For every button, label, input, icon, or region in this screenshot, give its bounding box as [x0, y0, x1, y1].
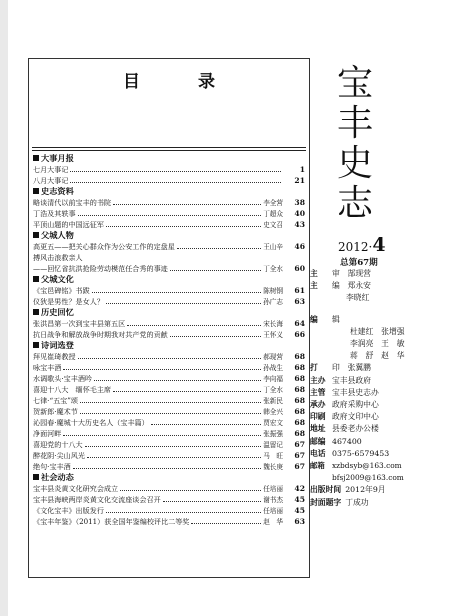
toc-entry-page: 43: [294, 220, 305, 229]
colophon-label: 编: [310, 314, 318, 324]
colophon-value: 李润亮 王 敏: [350, 339, 405, 349]
toc-entry-title: 《文化宝丰》出版发行: [33, 506, 104, 515]
toc-entry-title: 张洪昌第一次到宝丰县第五区: [33, 319, 126, 328]
toc-leader-dots: [191, 523, 261, 524]
toc-leader-dots: [163, 501, 262, 502]
toc-entry-author: 张新民: [263, 397, 283, 405]
colophon-line: [310, 484, 444, 496]
issue-no: 4: [372, 234, 386, 256]
issue-number: [338, 234, 386, 256]
toc-entry: [33, 285, 305, 296]
colophon-value: 辑: [332, 314, 340, 324]
toc-entry-page: 40: [294, 209, 305, 218]
colophon-label: 主办: [310, 375, 326, 385]
scan-edge: [0, 0, 8, 616]
toc-entry-title: 咏宝丰酒: [33, 363, 62, 372]
colophon-value: 杜建红 张增强: [350, 326, 405, 336]
toc-entry: [33, 329, 305, 340]
colophon-value: 丁成功: [345, 497, 369, 507]
colophon-label: 出版时间: [310, 485, 342, 495]
toc-entry-author: 魏长庚: [263, 463, 283, 471]
colophon: [310, 268, 444, 509]
square-bullet-icon: [33, 309, 39, 315]
toc-entry-author: 温留记: [263, 441, 283, 449]
toc-leader-dots: [106, 512, 261, 513]
colophon-value: 李晓红: [346, 293, 370, 303]
toc-entry-author: 王怀义: [263, 331, 283, 339]
colophon-line: [310, 362, 444, 374]
toc-divider-thin: [32, 150, 306, 151]
colophon-label: 电话: [310, 448, 326, 458]
toc-entry-page: 60: [294, 264, 305, 273]
toc-entry-title: 《宝丰年鉴》（2011）获全国年鉴编校评比二等奖: [33, 517, 190, 526]
toc-leader-dots: [106, 226, 261, 227]
colophon-value: 467400: [332, 436, 362, 446]
toc-entry-author: 贾宏文: [263, 419, 283, 427]
toc-leader-dots: [78, 215, 262, 216]
colophon-line: [310, 314, 444, 326]
toc-entry-title: 丁浩及其轶事: [33, 209, 76, 218]
toc-entry-author: 丁超众: [263, 210, 283, 218]
magazine-title-char: 史: [336, 143, 373, 184]
toc-entry: [33, 241, 305, 252]
toc-entry-page: 68: [294, 396, 305, 405]
colophon-line: [310, 436, 444, 448]
colophon-label: 打: [310, 363, 318, 373]
toc-entry-author: 王山辛: [263, 243, 283, 251]
magazine-title: [327, 64, 383, 224]
colophon-line: [310, 375, 444, 387]
toc-entry-author: 丁全水: [263, 265, 283, 273]
toc-leader-dots: [87, 457, 261, 458]
toc-section-title: 历史回忆: [41, 307, 74, 317]
toc-entry-title: 宝丰县海峡两岸炎黄文化交流座谈会召开: [33, 495, 161, 504]
toc-entry-title: 喜迎十八大 缅怀毛主席: [33, 385, 112, 394]
toc-entry-page: 66: [294, 330, 305, 339]
colophon-line: [310, 326, 444, 338]
toc-entry-author: 孙广志: [263, 298, 283, 306]
toc-entry-title: 高更五——把关心群众作为公安工作的定盘星: [33, 242, 175, 251]
toc-entry: [33, 208, 305, 219]
toc-entry-title: 醉花阴·尖山风光: [33, 451, 85, 460]
toc-leader-dots: [85, 446, 262, 447]
toc-entry: [33, 417, 305, 428]
colophon-line: [310, 338, 444, 350]
toc-section-heading: [33, 274, 305, 285]
toc-leader-dots: [127, 325, 261, 326]
colophon-label: 印刷: [310, 412, 326, 422]
toc-entry-title: 抗日战争和解放战争时期我对共产党的贡献: [33, 330, 168, 339]
toc-section-title: 父城人物: [41, 230, 74, 240]
square-bullet-icon: [33, 188, 39, 194]
toc-leader-dots: [70, 182, 281, 183]
colophon-value: 宝丰县史志办: [332, 387, 379, 397]
toc-leader-dots: [120, 490, 261, 491]
colophon-line: [310, 292, 444, 304]
toc-entry: [33, 263, 305, 274]
toc-entry-page: 68: [294, 363, 305, 372]
toc-entry-title: 水调歌头·宝丰酒吟: [33, 374, 93, 383]
magazine-title-char: 宝: [336, 63, 373, 104]
toc-entry-title: 仪狄是男性？是女人？: [33, 297, 104, 306]
total-issue: 总第67期: [340, 258, 378, 268]
colophon-label: 承办: [310, 400, 326, 410]
toc-list: [33, 153, 305, 527]
colophon-label: 邮编: [310, 436, 326, 446]
issue-separator: ·: [368, 240, 373, 254]
toc-entry: [33, 450, 305, 461]
colophon-value: 印 张翼鹏: [332, 363, 371, 373]
toc-entry-title: 平顶山题的中国远征军: [33, 220, 104, 229]
toc-entry-author: 李全营: [263, 199, 283, 207]
toc-leader-dots: [113, 391, 261, 392]
toc-entry-page: 68: [294, 429, 305, 438]
toc-entry-title: 拜见崔琦教授: [33, 352, 76, 361]
toc-entry-page: 68: [294, 418, 305, 427]
toc-entry-page: 42: [294, 484, 305, 493]
toc-section-title: 大事月报: [41, 153, 74, 163]
toc-entry: [33, 373, 305, 384]
toc-section-heading: [33, 472, 305, 483]
colophon-label: 主: [310, 281, 318, 291]
toc-section-heading: [33, 340, 305, 351]
toc-leader-dots: [151, 424, 261, 425]
colophon-line: [310, 472, 444, 484]
toc-leader-dots: [63, 369, 261, 370]
toc-entry: [33, 219, 305, 230]
toc-leader-dots: [177, 248, 261, 249]
colophon-line: [310, 387, 444, 399]
toc-divider: [32, 147, 306, 148]
toc-entry-author: 丁全水: [263, 386, 283, 394]
colophon-line: [310, 497, 444, 509]
toc-entry: [33, 318, 305, 329]
square-bullet-icon: [33, 232, 39, 238]
toc-section-heading: [33, 307, 305, 318]
toc-entry-page: 46: [294, 242, 305, 251]
toc-entry: [33, 164, 305, 175]
toc-entry-author: 任培丽: [263, 485, 283, 493]
toc-entry-title: 略谈清代以前宝丰的书院: [33, 198, 112, 207]
toc-entry-page: 63: [294, 297, 305, 306]
toc-entry-title: ——回忆省抗洪抢险劳动模范任合秀的事迹: [33, 264, 168, 273]
toc-entry-page: 67: [294, 462, 305, 471]
toc-entry-title: 绝句·宝丰酒: [33, 462, 71, 471]
colophon-line: [310, 448, 444, 460]
toc-section-heading: [33, 186, 305, 197]
toc-entry-author: 赵 华: [263, 518, 283, 526]
colophon-line: [310, 268, 444, 280]
colophon-label: 地址: [310, 424, 326, 434]
toc-entry: [33, 494, 305, 505]
toc-leader-dots: [73, 468, 261, 469]
colophon-line: [310, 280, 444, 292]
toc-entry: [33, 505, 305, 516]
toc-entry-page: 38: [294, 198, 305, 207]
toc-entry: [33, 461, 305, 472]
colophon-value: 0375-6579453: [332, 448, 390, 458]
colophon-value: 2012年9月: [345, 485, 386, 495]
toc-entry-author: 史文召: [263, 221, 283, 229]
toc-leader-dots: [92, 292, 261, 293]
toc-entry-page: 45: [294, 495, 305, 504]
toc-leader-dots: [63, 435, 261, 436]
toc-entry-title: 《宝邑碑铭》书跋: [33, 286, 90, 295]
toc-entry: [33, 296, 305, 307]
colophon-line: [310, 460, 444, 472]
colophon-value: bfsj2009@163.com: [332, 473, 404, 483]
toc-entry-page: 63: [294, 517, 305, 526]
toc-entry-title: 七月大事记: [33, 165, 69, 174]
toc-entry-author: 张振强: [263, 430, 283, 438]
colophon-value: 编 郑永安: [332, 281, 371, 291]
colophon-value: 审 郜现营: [332, 269, 371, 278]
toc-entry: [33, 395, 305, 406]
toc-entry-page: 45: [294, 506, 305, 515]
toc-leader-dots: [94, 380, 261, 381]
toc-entry: [33, 516, 305, 527]
magazine-title-char: 丰: [336, 103, 373, 144]
toc-entry-author: 韩全兴: [263, 408, 283, 416]
issue-year: 2012: [338, 240, 369, 254]
toc-entry-author: 孙战生: [263, 364, 283, 372]
toc-entry: [33, 406, 305, 417]
toc-entry-page: 68: [294, 407, 305, 416]
colophon-spacer: [310, 305, 444, 314]
toc-entry: [33, 384, 305, 395]
toc-entry-author: 任培丽: [263, 507, 283, 515]
colophon-line: [310, 350, 444, 362]
colophon-label: 主: [310, 269, 318, 278]
toc-leader-dots: [78, 358, 262, 359]
toc-entry-author: 陈树钢: [263, 287, 283, 295]
square-bullet-icon: [33, 276, 39, 282]
toc-title: 目 录: [123, 72, 241, 92]
square-bullet-icon: [33, 155, 39, 161]
colophon-line: [310, 399, 444, 411]
toc-entry-author: 郝现营: [263, 353, 283, 361]
colophon-line: [310, 411, 444, 423]
toc-entry-author: 宋长海: [263, 320, 283, 328]
toc-entry-title: 沁园春·魔城十大历史名人（宝丰篇）: [33, 418, 149, 427]
toc-entry: [33, 175, 305, 186]
toc-entry-page: 64: [294, 319, 305, 328]
magazine-title-char: 志: [336, 183, 373, 224]
toc-entry-title: 贺新郎·魔术节: [33, 407, 78, 416]
colophon-value: 宝丰县政府: [332, 375, 371, 385]
toc-entry: [33, 351, 305, 362]
toc-leader-dots: [80, 402, 261, 403]
toc-section-title: 父城文化: [41, 274, 74, 284]
toc-entry-title: 喜迎党的十八大: [33, 440, 83, 449]
toc-entry-page: 21: [294, 176, 305, 185]
colophon-value: 蒋 舒 赵 华: [350, 351, 405, 361]
square-bullet-icon: [33, 474, 39, 480]
table-of-contents: [28, 58, 310, 578]
toc-entry-page: 68: [294, 385, 305, 394]
toc-entry-page: 68: [294, 374, 305, 383]
colophon-line: [310, 423, 444, 435]
toc-entry-title: 七律·“五宝”颂: [33, 396, 78, 405]
toc-entry-author: 马 旺: [263, 452, 283, 460]
toc-entry: [33, 362, 305, 373]
toc-entry-page: 1: [299, 165, 305, 174]
toc-entry-author: 李向福: [263, 375, 283, 383]
colophon-label: 封面题字: [310, 497, 342, 507]
toc-section-title: 史志资料: [41, 186, 74, 196]
toc-entry: [33, 439, 305, 450]
toc-section-heading: [33, 230, 305, 241]
colophon-value: xzbdsyb@163.com: [332, 461, 402, 471]
toc-leader-dots: [113, 204, 261, 205]
toc-leader-dots: [170, 336, 261, 337]
toc-leader-dots: [170, 270, 261, 271]
toc-leader-dots: [70, 171, 281, 172]
toc-entry: [33, 428, 305, 439]
toc-entry-title: 净面河畔: [33, 429, 62, 438]
toc-entry-page: 67: [294, 451, 305, 460]
toc-section-title: 社会动态: [41, 472, 74, 482]
colophon-value: 县委老办公楼: [332, 424, 379, 434]
toc-entry-title: 宝丰县炎黄文化研究会成立: [33, 484, 119, 493]
toc-entry: [33, 252, 305, 263]
toc-leader-dots: [80, 413, 261, 414]
colophon-value: 政府采购中心: [332, 400, 379, 410]
colophon-label: 邮箱: [310, 461, 325, 471]
toc-entry-page: 68: [294, 352, 305, 361]
toc-leader-dots: [106, 303, 261, 304]
toc-entry-author: 谢书杰: [263, 496, 283, 504]
toc-section-heading: [33, 153, 305, 164]
toc-entry-page: 67: [294, 440, 305, 449]
toc-section-title: 诗词选登: [41, 340, 74, 350]
colophon-label: 主管: [310, 387, 326, 397]
toc-entry-title: 搏风击浪救亲人: [33, 253, 83, 262]
toc-entry-title: 八月大事记: [33, 176, 69, 185]
colophon-value: 政府文印中心: [332, 412, 379, 422]
square-bullet-icon: [33, 342, 39, 348]
toc-entry: [33, 483, 305, 494]
toc-entry: [33, 197, 305, 208]
toc-entry-page: 61: [294, 286, 305, 295]
